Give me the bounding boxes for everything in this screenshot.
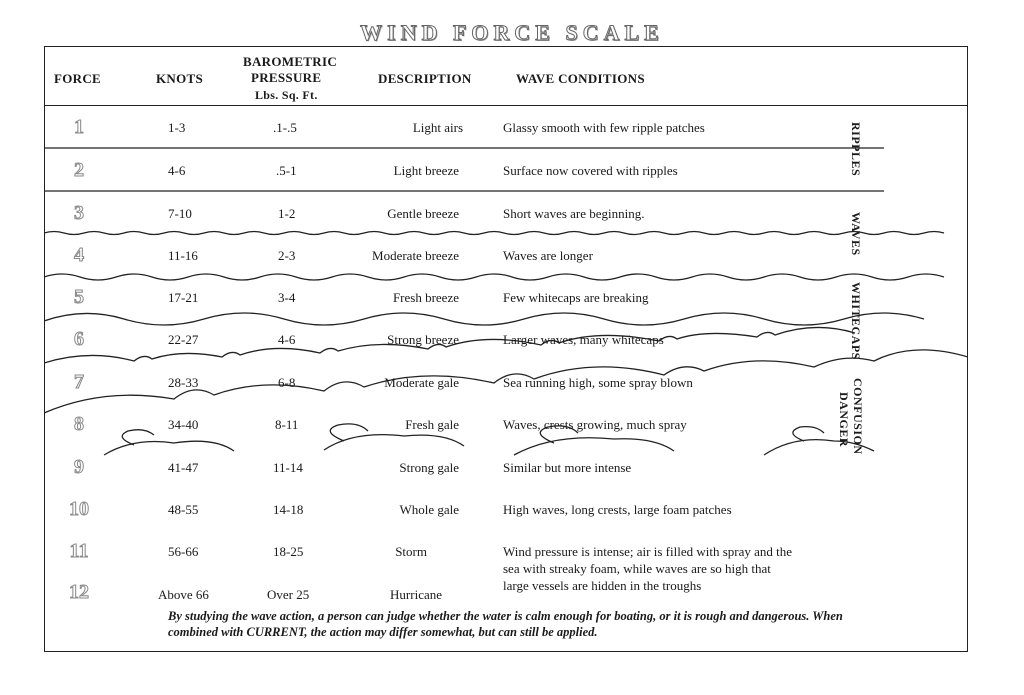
side-label-confusion: CONFUSION — [851, 378, 865, 455]
wave-conditions-cell: Glassy smooth with few ripple patches — [503, 120, 705, 135]
pressure-cell: 3-4 — [278, 290, 296, 305]
header-knots: KNOTS — [156, 71, 204, 86]
pressure-cell: 14-18 — [273, 502, 304, 517]
description-cell: Strong breeze — [387, 332, 459, 347]
pressure-cell: 11-14 — [273, 460, 303, 475]
description-cell: Moderate gale — [384, 375, 459, 390]
wave-conditions-cell: Larger waves, many whitecaps — [503, 332, 664, 347]
header-description: DESCRIPTION — [378, 71, 472, 86]
wave-line-4 — [44, 274, 944, 280]
side-label-danger: DANGER — [837, 392, 851, 448]
pressure-cell: 2-3 — [278, 248, 296, 263]
force-number: 3 — [74, 202, 84, 224]
description-cell: Light airs — [412, 120, 463, 135]
chart-title: WIND FORCE SCALE — [360, 20, 664, 45]
knots-cell: Above 66 — [158, 587, 209, 602]
wave-conditions-cell: Waves are longer — [503, 248, 593, 263]
pressure-cell: 18-25 — [273, 544, 304, 559]
wave-line-3 — [44, 232, 944, 235]
knots-cell: 48-55 — [168, 502, 199, 517]
force-number: 5 — [74, 286, 84, 308]
side-label-whitecaps: WHITECAPS — [849, 282, 863, 360]
knots-cell: 34-40 — [168, 417, 199, 432]
knots-cell: 11-16 — [168, 248, 198, 263]
pressure-cell: 8-11 — [275, 417, 299, 432]
force-number: 12 — [69, 581, 89, 603]
description-cell: Hurricane — [390, 587, 442, 602]
wave-conditions-cell: High waves, long crests, large foam patches — [503, 502, 732, 517]
description-cell: Light breeze — [393, 163, 459, 178]
wave-conditions-cell: Sea running high, some spray blown — [503, 375, 693, 390]
footer-note: By studying the wave action, a person can judge whether the water is calm enough for boating, or it is rough and dangerous. When combined with CURRENT, the action may differ somewhat, but can still be applied. — [168, 609, 843, 639]
force-number: 2 — [74, 159, 84, 181]
wave-line-5 — [44, 313, 924, 325]
wave-conditions-cell: Wind pressure is intense; air is filled with spray and the — [503, 544, 793, 559]
wave-illustration — [44, 105, 968, 465]
force-number: 6 — [74, 328, 84, 350]
wave-line-8 — [104, 435, 874, 455]
description-cell: Strong gale — [399, 460, 459, 475]
side-label-waves: WAVES — [849, 212, 863, 256]
header-wave-conditions: WAVE CONDITIONS — [516, 71, 645, 86]
header-pressure-2: PRESSURE — [251, 70, 322, 85]
knots-cell: 56-66 — [168, 544, 199, 559]
header-pressure-1: BAROMETRIC — [243, 54, 338, 69]
knots-cell: 22-27 — [168, 332, 199, 347]
force-number: 10 — [69, 498, 89, 520]
pressure-cell: 1-2 — [278, 206, 296, 221]
pressure-cell: 4-6 — [278, 332, 296, 347]
header-force: FORCE — [54, 71, 101, 86]
knots-cell: 1-3 — [168, 120, 186, 135]
pressure-cell: 6-8 — [278, 375, 296, 390]
pressure-cell: .5-1 — [276, 163, 297, 178]
description-cell: Moderate breeze — [372, 248, 459, 263]
wave-conditions-cell: Waves, crests growing, much spray — [503, 417, 687, 432]
knots-cell: 28-33 — [168, 375, 199, 390]
side-label-ripples: RIPPLES — [849, 122, 863, 177]
knots-cell: 41-47 — [168, 460, 199, 475]
wave-conditions-cell: Short waves are beginning. — [503, 206, 645, 221]
description-cell: Gentle breeze — [387, 206, 459, 221]
pressure-cell: Over 25 — [267, 587, 310, 602]
description-cell: Whole gale — [399, 502, 459, 517]
description-cell: Fresh breeze — [392, 290, 459, 305]
force-number: 9 — [74, 456, 84, 478]
force-number: 1 — [74, 116, 84, 138]
force-number: 11 — [69, 540, 89, 562]
pressure-cell: .1-.5 — [273, 120, 297, 135]
knots-cell: 4-6 — [168, 163, 186, 178]
knots-cell: 17-21 — [168, 290, 199, 305]
wave-conditions-cell: Surface now covered with ripples — [503, 163, 678, 178]
force-number: 7 — [74, 371, 84, 393]
wave-conditions-continuation: large vessels are hidden in the troughs — [503, 578, 702, 593]
wave-curl-4 — [793, 427, 824, 441]
description-cell: Storm — [395, 544, 427, 559]
knots-cell: 7-10 — [168, 206, 192, 221]
wave-conditions-cell: Few whitecaps are breaking — [503, 290, 649, 305]
header-pressure-3: Lbs. Sq. Ft. — [255, 88, 318, 102]
wave-conditions-continuation: sea with streaky foam, while waves are so high that — [503, 561, 771, 576]
wave-conditions-cell: Similar but more intense — [503, 460, 632, 475]
description-cell: Fresh gale — [405, 417, 459, 432]
force-number: 8 — [74, 413, 84, 435]
force-number: 4 — [74, 244, 84, 266]
